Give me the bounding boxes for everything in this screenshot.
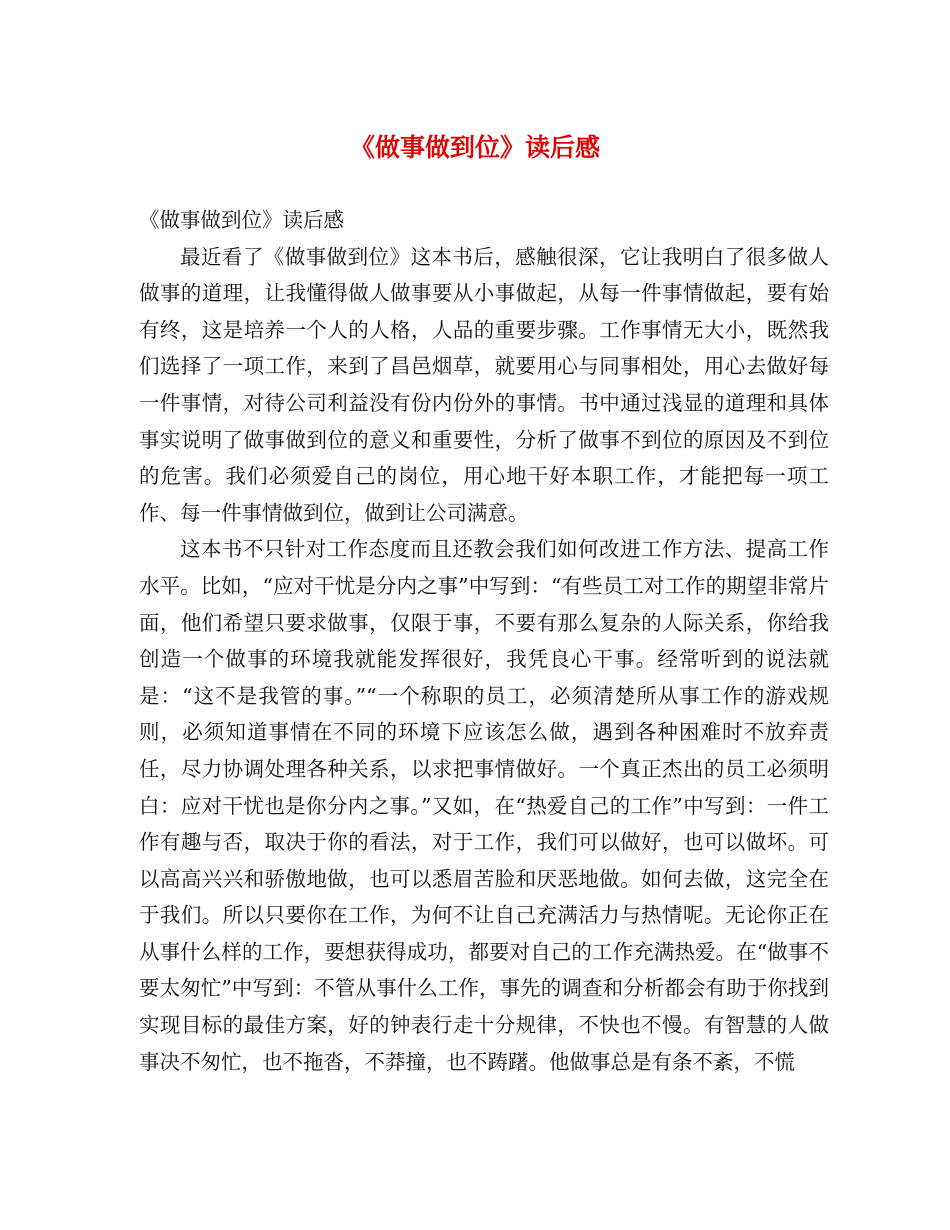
document-body [139,202,829,1080]
paragraph: 这本书不只针对工作态度而且还教会我们如何改进工作方法、提高工作水平。比如，“应对干忧是分内之事”中写到：“有些员工对工作的期望非常片面，他们希望只要求做事，仅限于事，不要有那么复杂的人际关系，你给我创造一个做事的环境我就能发挥很好，我凭良心干事。经常听到的说法就是：“这不是我管的事。”“一个称职的员工，必须清楚所从事工作的游戏规则，必须知道事情在不同的环境下应该怎么做，遇到各种困难时不放弃责任，尽力协调处理各种关系，以求把事情做好。一个真正杰出的员工必须明白：应对干忧也是你分内之事。”又如，在“热爱自己的工作”中写到：一件工作有趣与否，取决于你的看法，对于工作，我们可以做好，也可以做坏。可以高高兴兴和骄傲地做，也可以悉眉苦脸和厌恶地做。如何去做，这完全在于我们。所以只要你在工作，为何不让自己充满活力与热情呢。无论你正在从事什么样的工作，要想获得成功，都要对自己的工作充满热爱。在“做事不要太匆忙”中写到：不管从事什么工作，事先的调查和分析都会有助于你找到实现目标的最佳方案，好的钟表行走十分规律，不快也不慢。有智慧的人做事决不匆忙，也不拖沓，不莽撞，也不踌躇。他做事总是有条不紊，不慌 [139,537,829,1074]
body-heading-line: 《做事做到位》读后感 [139,208,344,232]
document-title: 《做事做到位》读后感 [349,133,600,162]
paragraph: 最近看了《做事做到位》这本书后，感触很深，它让我明白了很多做人做事的道理，让我懂得做人做事要从小事做起，从每一件事情做起，要有始有终，这是培养一个人的人格，人品的重要步骤。工作事情无大小，既然我们选择了一项工作，来到了昌邑烟草，就要用心与同事相处，用心去做好每一件事情，对待公司利益没有份内份外的事情。书中通过浅显的道理和具体事实说明了做事做到位的意义和重要性，分析了做事不到位的原因及不到位的危害。我们必须爱自己的岗位，用心地干好本职工作，才能把每一项工作、每一件事情做到位，做到让公司满意。 [139,244,829,525]
